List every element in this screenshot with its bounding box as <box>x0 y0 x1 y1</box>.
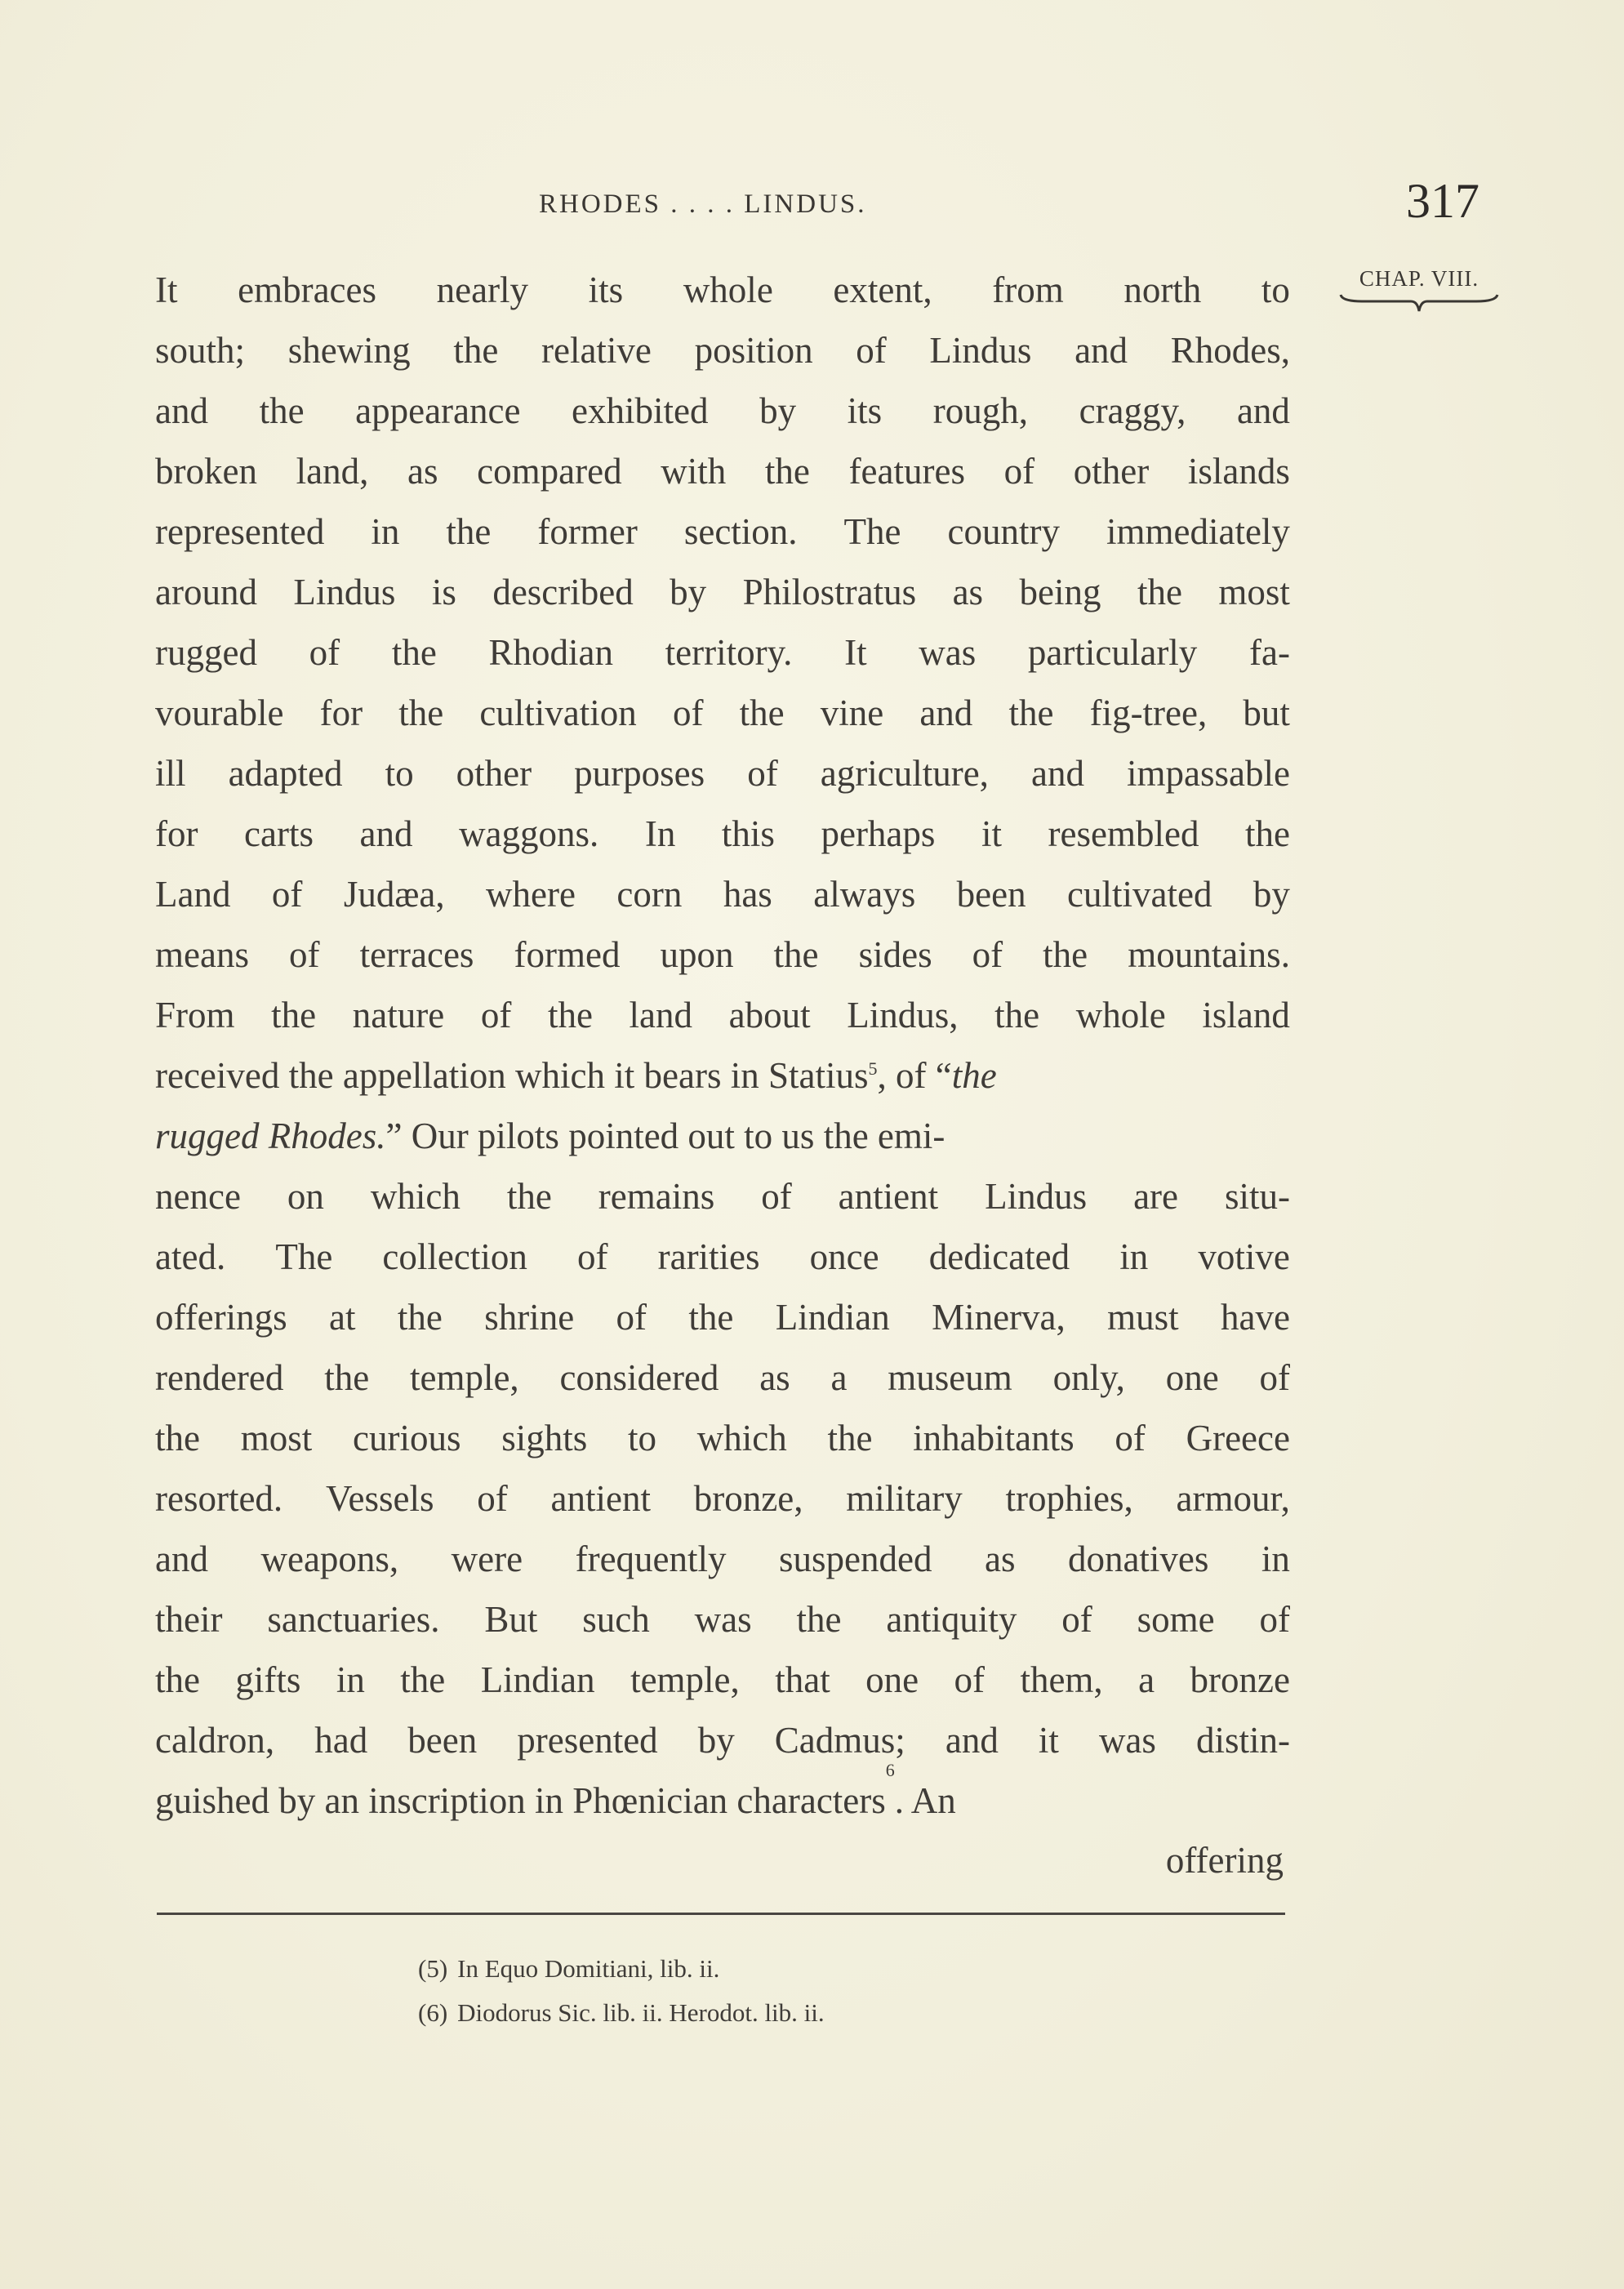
word: been <box>956 874 1026 915</box>
word: about <box>728 995 811 1035</box>
word: agriculture, <box>820 753 989 794</box>
word: antient <box>550 1478 651 1519</box>
word: The <box>843 511 901 552</box>
word: of <box>289 934 320 975</box>
word: it <box>1038 1720 1059 1761</box>
word: section. <box>683 511 798 552</box>
word: most <box>1218 572 1290 612</box>
word: nature <box>352 995 445 1035</box>
word: described <box>492 572 634 612</box>
word: dedicated <box>928 1236 1070 1277</box>
page-number: 317 <box>1406 174 1479 228</box>
word: must <box>1107 1297 1179 1338</box>
word: Lindian <box>775 1297 890 1338</box>
word: being <box>1019 572 1101 612</box>
word: and <box>155 390 208 431</box>
word: the <box>994 995 1040 1035</box>
brace-ornament <box>1337 293 1501 314</box>
word: Lindus <box>293 572 396 612</box>
word: in <box>1261 1539 1290 1579</box>
word: was <box>1098 1720 1156 1761</box>
word: in <box>336 1659 365 1700</box>
word: were <box>451 1539 523 1579</box>
word: was <box>919 632 977 673</box>
word: Philostratus <box>742 572 917 612</box>
word: considered <box>559 1357 719 1398</box>
body-line <box>155 501 1290 562</box>
word: resorted. <box>155 1478 283 1519</box>
word: in <box>371 511 400 552</box>
footnote-text: In Equo Domitiani, lib. ii. <box>457 1954 720 1983</box>
word: armour, <box>1176 1478 1290 1519</box>
body-line <box>155 1287 1290 1347</box>
word: a <box>830 1357 848 1398</box>
word: the <box>739 692 785 733</box>
word: rarities <box>657 1236 760 1277</box>
body-line-statius <box>155 1045 1290 1106</box>
body-line <box>155 1166 1290 1227</box>
body-line <box>155 864 1290 924</box>
word: Lindus, <box>847 995 959 1035</box>
word: from <box>992 269 1064 310</box>
footnote-ref-6: 6 <box>885 1760 895 1780</box>
body-line <box>155 1227 1290 1287</box>
word: vine <box>820 692 884 733</box>
word: of <box>271 874 303 915</box>
word: the <box>155 1659 200 1700</box>
word: features <box>848 451 965 492</box>
word: Lindus <box>929 330 1032 371</box>
body-line <box>155 1347 1290 1408</box>
word: other <box>1073 451 1150 492</box>
word: Vessels <box>325 1478 434 1519</box>
word: From <box>155 995 235 1035</box>
body-lines-part-2 <box>155 1166 1290 1770</box>
word: relative <box>541 330 652 371</box>
word: the <box>506 1176 552 1217</box>
body-line <box>155 743 1290 804</box>
word: carts <box>244 813 314 854</box>
word: of <box>972 934 1003 975</box>
catchword: offering <box>1165 1840 1284 1881</box>
word: nence <box>155 1176 241 1217</box>
footnotes <box>418 1947 825 2035</box>
footnote-rule <box>157 1913 1285 1915</box>
word: as <box>407 451 438 492</box>
word: most <box>240 1418 313 1458</box>
body-line <box>155 985 1290 1045</box>
word: military <box>846 1478 963 1519</box>
word: which <box>696 1418 787 1458</box>
body-line <box>155 1650 1290 1710</box>
word: caldron, <box>155 1720 275 1761</box>
word: of <box>1259 1357 1290 1398</box>
word: the <box>259 390 305 431</box>
word: shewing <box>287 330 411 371</box>
word: the <box>1245 813 1290 854</box>
word: and <box>1236 390 1290 431</box>
body-line <box>155 320 1290 381</box>
word: gifts <box>235 1659 301 1700</box>
word: donatives <box>1067 1539 1209 1579</box>
word: on <box>287 1176 324 1217</box>
word: south; <box>155 330 246 371</box>
word: some <box>1137 1599 1215 1640</box>
word: once <box>809 1236 879 1277</box>
word: island <box>1202 995 1290 1035</box>
word: fig-tree, <box>1089 692 1208 733</box>
word: Land <box>155 874 231 915</box>
word: distin- <box>1195 1720 1290 1761</box>
word: one <box>1165 1357 1219 1398</box>
body-line <box>155 622 1290 683</box>
word: the <box>764 451 810 492</box>
word: by <box>670 572 707 612</box>
word: ill <box>155 753 186 794</box>
word: compared <box>477 451 622 492</box>
word: formed <box>514 934 621 975</box>
word: have <box>1221 1297 1290 1338</box>
word: The <box>275 1236 333 1277</box>
word: whole <box>683 269 773 310</box>
word: resembled <box>1048 813 1199 854</box>
word: and <box>919 692 973 733</box>
word: presented <box>517 1720 658 1761</box>
statius-text: received the appellation which it bears in Statius$^5$, of “the <box>155 1055 997 1096</box>
body-line <box>155 1589 1290 1650</box>
footnote-6 <box>418 1991 825 2035</box>
word: inhabitants <box>913 1418 1075 1458</box>
word: remains <box>598 1176 715 1217</box>
word: represented <box>155 511 325 552</box>
word: perhaps <box>821 813 936 854</box>
word: ated. <box>155 1236 226 1277</box>
word: Judæa, <box>343 874 445 915</box>
word: by <box>697 1720 735 1761</box>
word: the <box>446 511 492 552</box>
word: waggons. <box>459 813 599 854</box>
word: cultivation <box>479 692 637 733</box>
word: vourable <box>155 692 284 733</box>
word: the <box>1008 692 1054 733</box>
word: of <box>1259 1599 1290 1640</box>
word: one <box>865 1659 919 1700</box>
word: has <box>723 874 772 915</box>
body-line <box>155 683 1290 743</box>
word: the <box>796 1599 842 1640</box>
word: the <box>1137 572 1182 612</box>
word: other <box>456 753 532 794</box>
word: temple, <box>409 1357 519 1398</box>
footnote-mark: (5) <box>418 1954 448 1983</box>
word: them, <box>1020 1659 1103 1700</box>
footnote-text: Diodorus Sic. lib. ii. Herodot. lib. ii. <box>457 1998 825 2027</box>
word: Rhodian <box>488 632 613 673</box>
word: impassable <box>1127 753 1290 794</box>
word: of <box>747 753 778 794</box>
word: of <box>480 995 512 1035</box>
word: of <box>672 692 704 733</box>
word: sides <box>858 934 932 975</box>
word: the <box>400 1659 446 1700</box>
word: of <box>477 1478 508 1519</box>
word: particularly <box>1027 632 1198 673</box>
word: nearly <box>436 269 529 310</box>
word: mountains. <box>1128 934 1290 975</box>
word: its <box>588 269 624 310</box>
word: to <box>1261 269 1290 310</box>
word: for <box>319 692 363 733</box>
word: appearance <box>355 390 521 431</box>
word: the <box>827 1418 873 1458</box>
word: and <box>155 1539 208 1579</box>
word: whole <box>1075 995 1166 1035</box>
word: land <box>629 995 693 1035</box>
word: cultivated <box>1067 874 1212 915</box>
word: means <box>155 934 249 975</box>
word: terraces <box>359 934 474 975</box>
word: the <box>391 632 437 673</box>
word: in <box>1119 1236 1149 1277</box>
word: bronze, <box>693 1478 803 1519</box>
word: immediately <box>1106 511 1290 552</box>
word: embraces <box>238 269 377 310</box>
word: of <box>1061 1599 1092 1640</box>
body-line-phoenician: guished by an inscription in Phœnician characters 6 . An <box>155 1770 1290 1831</box>
word: the <box>688 1297 734 1338</box>
body-lines-part-1 <box>155 260 1290 1045</box>
word: a <box>1138 1659 1155 1700</box>
word: to <box>627 1418 656 1458</box>
word: In <box>644 813 676 854</box>
word: as <box>759 1357 790 1398</box>
word: sanctuaries. <box>267 1599 440 1640</box>
word: which <box>370 1176 461 1217</box>
word: and <box>1075 330 1128 371</box>
body-line-rugged-rhodes: rugged Rhodes. ” Our pilots pointed out to us the emi- <box>155 1106 1290 1166</box>
word: of <box>309 632 340 673</box>
word: extent, <box>833 269 932 310</box>
word: of <box>761 1176 792 1217</box>
body-line <box>155 1529 1290 1589</box>
word: the <box>324 1357 370 1398</box>
word: this <box>721 813 775 854</box>
word: its <box>847 390 883 431</box>
word: to <box>385 753 414 794</box>
word: purposes <box>574 753 705 794</box>
word: north <box>1123 269 1202 310</box>
word: the <box>773 934 819 975</box>
word: the <box>398 692 444 733</box>
word: frequently <box>575 1539 727 1579</box>
word: of <box>616 1297 647 1338</box>
body-line <box>155 260 1290 320</box>
word: of <box>954 1659 986 1700</box>
word: temple, <box>630 1659 740 1700</box>
word: it <box>981 813 1002 854</box>
word: offerings <box>155 1297 287 1338</box>
body-line <box>155 804 1290 864</box>
word: and <box>945 1720 999 1761</box>
word: around <box>155 572 257 612</box>
word: adapted <box>228 753 343 794</box>
word: the <box>1043 934 1088 975</box>
word: only, <box>1052 1357 1125 1398</box>
footnote-mark: (6) <box>418 1998 448 2027</box>
word: such <box>582 1599 650 1640</box>
word: land, <box>296 451 369 492</box>
word: situ- <box>1224 1176 1290 1217</box>
word: had <box>314 1720 368 1761</box>
word: Cadmus; <box>774 1720 905 1761</box>
word: antiquity <box>886 1599 1017 1640</box>
body-line <box>155 441 1290 501</box>
word: museum <box>888 1357 1012 1398</box>
word: but <box>1243 692 1290 733</box>
word: rendered <box>155 1357 284 1398</box>
word: suspended <box>779 1539 932 1579</box>
word: collection <box>382 1236 527 1277</box>
word: position <box>694 330 813 371</box>
rugged-rhodes-italic: rugged Rhodes. <box>155 1116 386 1156</box>
body-text <box>155 260 1290 1831</box>
word: always <box>813 874 916 915</box>
word: rough, <box>932 390 1029 431</box>
body-line <box>155 924 1290 985</box>
word: bronze <box>1190 1659 1290 1700</box>
body-line <box>155 381 1290 441</box>
word: are <box>1133 1176 1179 1217</box>
margin-chapter-note <box>1337 266 1501 314</box>
word: of <box>1003 451 1035 492</box>
word: the <box>397 1297 443 1338</box>
word: by <box>759 390 797 431</box>
word: But <box>484 1599 538 1640</box>
word: their <box>155 1599 223 1640</box>
word: Lindian <box>480 1659 595 1700</box>
word: It <box>844 632 867 673</box>
word: craggy, <box>1079 390 1186 431</box>
word: weapons, <box>260 1539 399 1579</box>
word: by <box>1252 874 1290 915</box>
word: as <box>952 572 984 612</box>
word: Minerva, <box>932 1297 1066 1338</box>
body-line <box>155 1468 1290 1529</box>
word: rugged <box>155 632 257 673</box>
word: of <box>576 1236 608 1277</box>
word: upon <box>660 934 734 975</box>
word: for <box>155 813 198 854</box>
word: corn <box>616 874 683 915</box>
word: territory. <box>665 632 793 673</box>
running-head: RHODES . . . . LINDUS. <box>539 189 867 219</box>
word: of <box>1115 1418 1146 1458</box>
body-line <box>155 1710 1290 1770</box>
word: at <box>329 1297 356 1338</box>
word: the <box>271 995 317 1035</box>
word: of <box>856 330 887 371</box>
word: sights <box>501 1418 588 1458</box>
word: country <box>947 511 1060 552</box>
word: the <box>155 1418 200 1458</box>
chapter-label: CHAP. VIII. <box>1359 266 1479 291</box>
word: is <box>431 572 456 612</box>
word: shrine <box>484 1297 575 1338</box>
word: Rhodes, <box>1170 330 1290 371</box>
word: exhibited <box>572 390 709 431</box>
word: the <box>547 995 593 1035</box>
word: and <box>1031 753 1084 794</box>
word: the <box>453 330 499 371</box>
word: islands <box>1187 451 1290 492</box>
word: fa- <box>1248 632 1290 673</box>
word: that <box>775 1659 830 1700</box>
word: as <box>984 1539 1016 1579</box>
word: broken <box>155 451 257 492</box>
body-line <box>155 1408 1290 1468</box>
footnote-5 <box>418 1947 825 1991</box>
word: curious <box>352 1418 461 1458</box>
word: been <box>407 1720 478 1761</box>
word: Greece <box>1186 1418 1290 1458</box>
word: former <box>537 511 638 552</box>
word: votive <box>1198 1236 1290 1277</box>
word: trophies, <box>1005 1478 1133 1519</box>
word: with <box>661 451 727 492</box>
word: was <box>694 1599 752 1640</box>
word: Lindus <box>985 1176 1088 1217</box>
word: It <box>155 269 178 310</box>
footnote-ref-5: 5 <box>868 1058 878 1079</box>
body-line <box>155 562 1290 622</box>
word: where <box>486 874 576 915</box>
word: and <box>359 813 413 854</box>
word: antient <box>838 1176 939 1217</box>
